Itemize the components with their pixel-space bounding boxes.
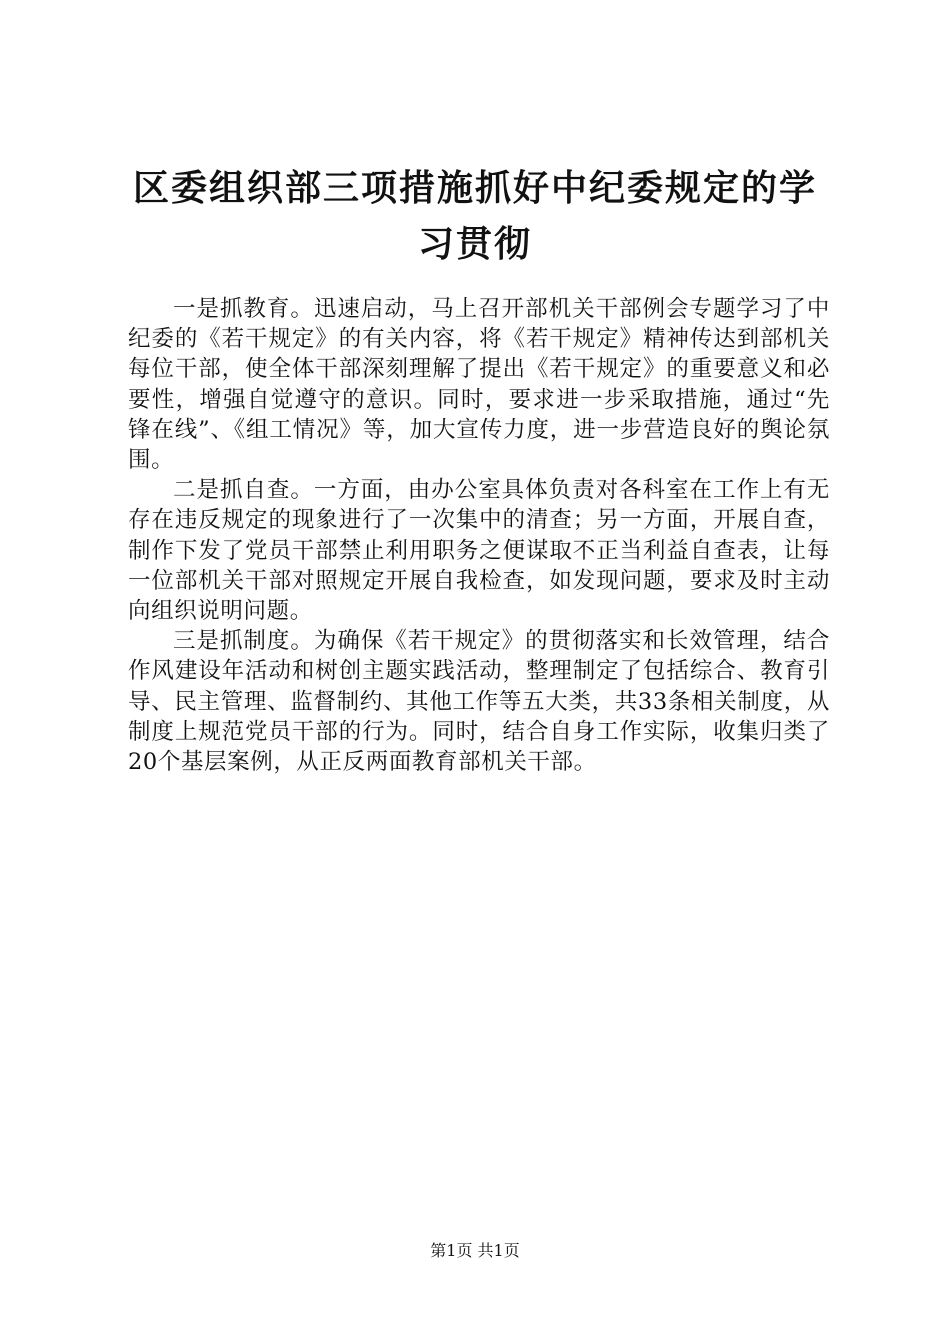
document-title: 区委组织部三项措施抓好中纪委规定的学习贯彻 bbox=[132, 167, 817, 265]
paragraph-system: 三是抓制度。为确保《若干规定》的贯彻落实和长效管理，结合作风建设年活动和树创主题实践活动，整理制定了包括综合、教育引导、民主管理、监督制约、其他工作等五大类，共33条相关制度，从制度上规范党员干部的行为。同时，结合自身工作实际，收集归类了20个基层案例，从正反两面教育部机关干部。 bbox=[128, 628, 830, 776]
paragraph-self-inspection: 二是抓自查。一方面，由办公室具体负责对各科室在工作上有无存在违反规定的现象进行了一次集中的清查；另一方面，开展自查，制作下发了党员干部禁止利用职务之便谋取不正当利益自查表，让每一位部机关干部对照规定开展自我检查，如发现问题，要求及时主动向组织说明问题。 bbox=[128, 477, 830, 625]
document-body bbox=[128, 294, 830, 777]
page-footer: 第1页 共1页 bbox=[430, 1241, 520, 1260]
paragraph-education: 一是抓教育。迅速启动，马上召开部机关干部例会专题学习了中纪委的《若干规定》的有关内容，将《若干规定》精神传达到部机关每位干部，使全体干部深刻理解了提出《若干规定》的重要意义和必要性，增强自觉遵守的意识。同时，要求进一步采取措施，通过“先锋在线”、《组工情况》等，加大宣传力度，进一步营造良好的舆论氛围。 bbox=[128, 296, 830, 474]
